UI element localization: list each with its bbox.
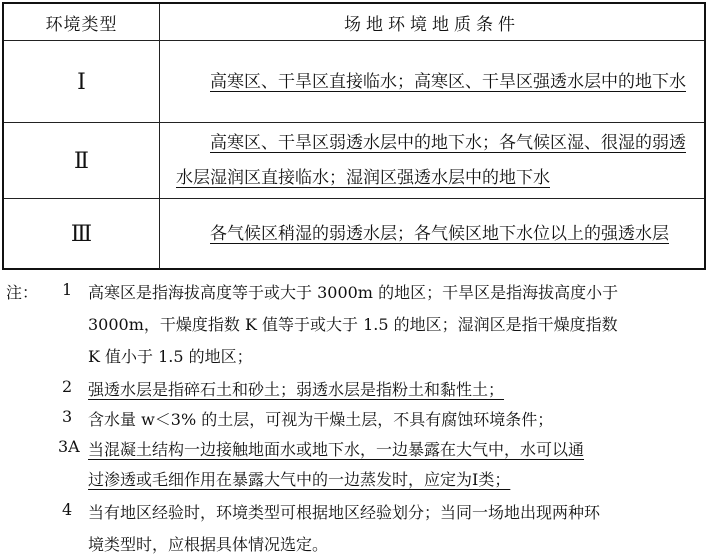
notes-label: 注： xyxy=(6,283,39,302)
site-condition-text: 各气候区稍湿的弱透水层；各气候区地下水位以上的强透水层 xyxy=(210,223,669,244)
header-environment-type: 环境类型 xyxy=(4,4,160,40)
table-row xyxy=(4,122,704,199)
table-row xyxy=(4,40,704,123)
note-line: 高寒区是指海拔高度等于或大于 3000m 的地区；干旱区是指海拔高度小于 xyxy=(88,283,619,302)
note-number: 2 xyxy=(62,377,73,396)
site-condition-text: 高寒区、干旱区直接临水；高寒区、干旱区强透水层中的地下水 xyxy=(210,71,686,92)
note-number: 3A xyxy=(58,437,80,456)
environment-type-value: Ⅰ xyxy=(4,41,160,123)
note-line: 强透水层是指碎石土和砂土；弱透水层是指粉土和黏性土； xyxy=(88,380,505,399)
note-line: K 值小于 1.5 的地区； xyxy=(88,347,253,366)
note-line: 过渗透或毛细作用在暴露大气中的一边蒸发时，应定为Ⅰ类； xyxy=(88,470,511,489)
note-line: 当有地区经验时，环境类型可根据地区经验划分；当同一场地出现两种环 xyxy=(88,503,601,522)
note-line: 境类型时，应根据具体情况选定。 xyxy=(88,535,329,554)
note-number: 3 xyxy=(62,407,73,426)
environment-type-value: Ⅲ xyxy=(4,199,160,269)
environment-type-value: Ⅱ xyxy=(4,123,160,199)
note-number: 4 xyxy=(62,500,73,519)
note-line: 3000m，干燥度指数 K 值等于或大于 1.5 的地区；湿润区是指干燥度指数 xyxy=(88,315,618,334)
note-number: 1 xyxy=(62,280,73,299)
header-site-conditions: 场地环境地质条件 xyxy=(344,14,520,35)
note-line: 含水量 w＜3% 的土层，可视为干燥土层，不具有腐蚀环境条件； xyxy=(88,410,554,429)
site-condition-text: 高寒区、干旱区弱透水层中的地下水；各气候区湿、很湿的弱透水层湿润区直接临水；湿润区强透水层中的地下水 xyxy=(176,133,686,188)
environment-type-table xyxy=(2,2,706,270)
table-header-row xyxy=(4,4,704,40)
note-line: 当混凝土结构一边接触地面水或地下水，一边暴露在大气中，水可以通 xyxy=(88,440,585,459)
table-row xyxy=(4,198,704,269)
